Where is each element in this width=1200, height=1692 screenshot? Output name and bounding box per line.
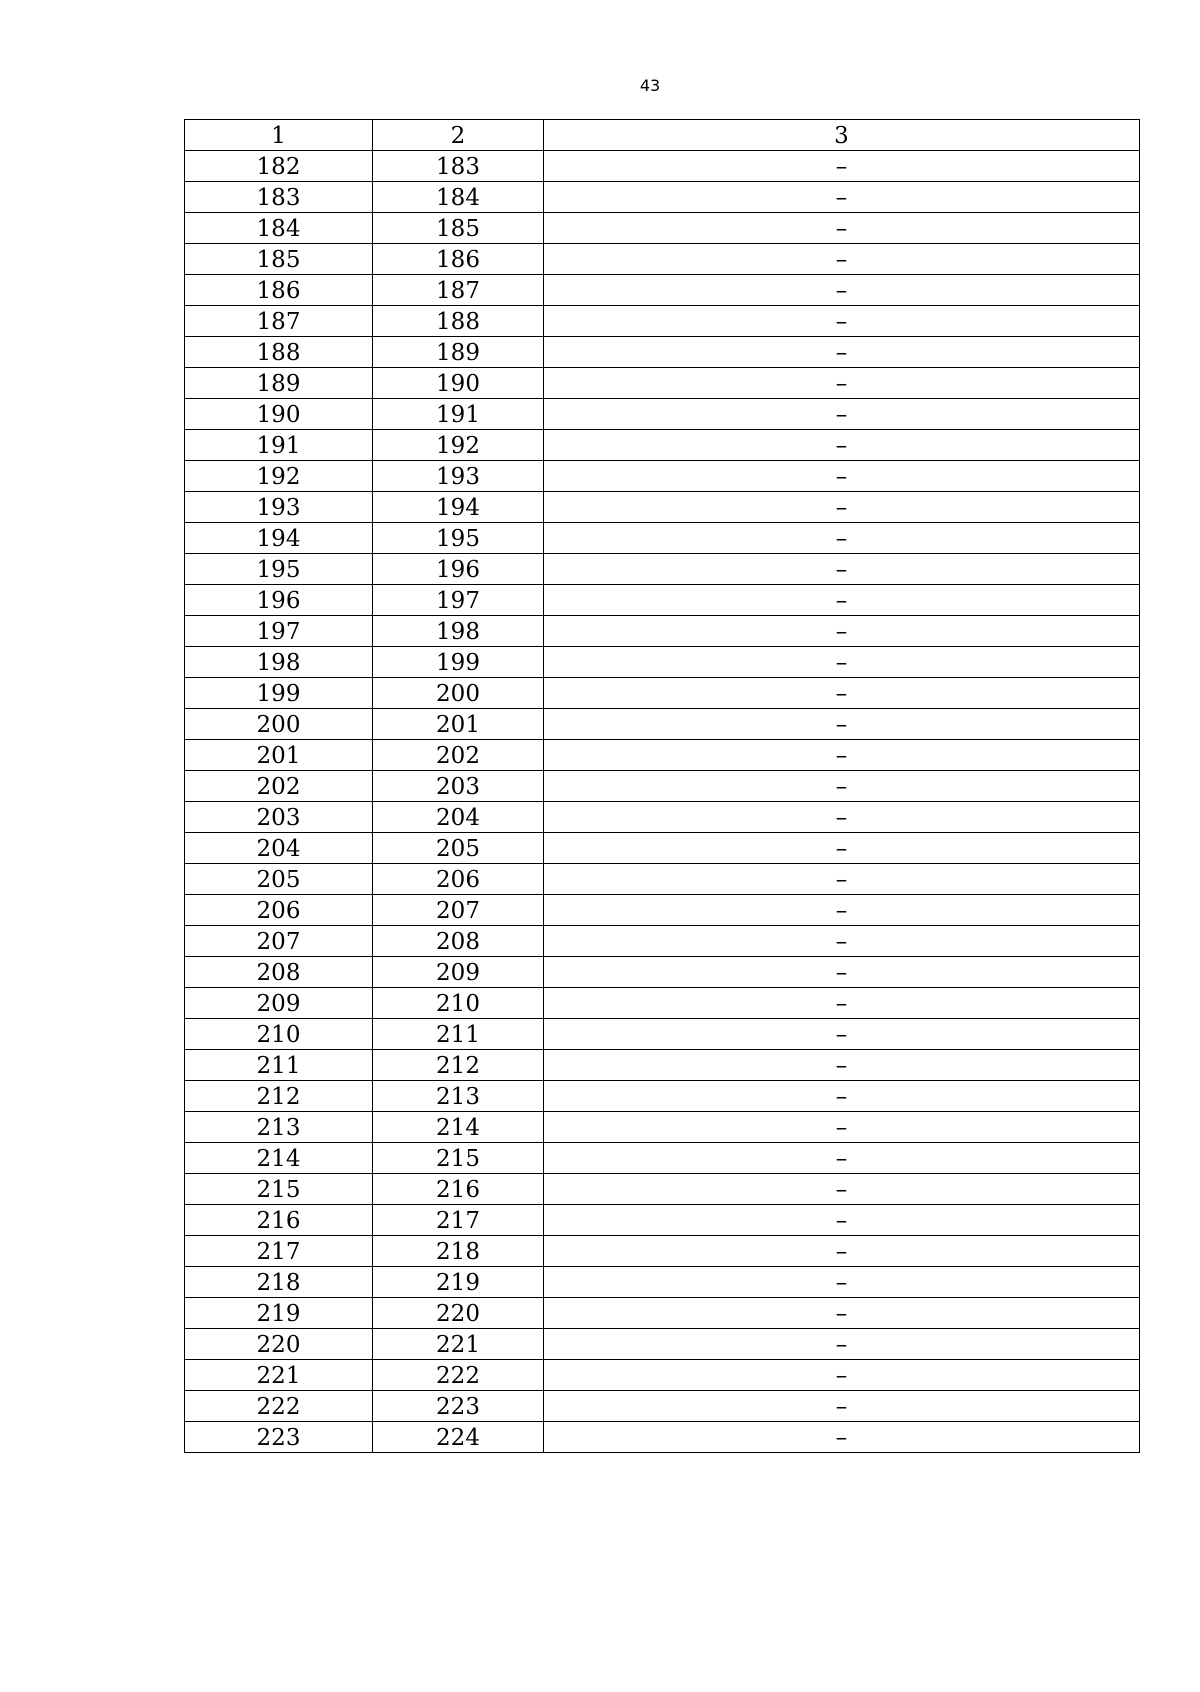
table-row: [185, 740, 1140, 771]
table-row: [185, 1019, 1140, 1050]
table-row: [185, 430, 1140, 461]
table-row: [185, 1422, 1140, 1453]
table-row: [185, 678, 1140, 709]
table-cell-col-2: 219: [373, 1267, 544, 1298]
table-cell-col-2: 220: [373, 1298, 544, 1329]
table-body: [185, 151, 1140, 1453]
table-cell-col-1: 202: [185, 771, 373, 802]
table-cell-col-1: 182: [185, 151, 373, 182]
table-cell-col-2: 201: [373, 709, 544, 740]
table-cell-col-3: –: [544, 1205, 1140, 1236]
table-cell-col-2: 208: [373, 926, 544, 957]
table-cell-col-2: 194: [373, 492, 544, 523]
table-row: [185, 337, 1140, 368]
table-cell-col-1: 193: [185, 492, 373, 523]
table-row: [185, 864, 1140, 895]
table-cell-col-1: 223: [185, 1422, 373, 1453]
table-cell-col-3: –: [544, 492, 1140, 523]
table-row: [185, 492, 1140, 523]
table-cell-col-1: 192: [185, 461, 373, 492]
table-cell-col-2: 213: [373, 1081, 544, 1112]
table-cell-col-2: 189: [373, 337, 544, 368]
table-cell-col-3: –: [544, 399, 1140, 430]
table-cell-col-2: 210: [373, 988, 544, 1019]
table-cell-col-3: –: [544, 678, 1140, 709]
table-cell-col-1: 198: [185, 647, 373, 678]
table-cell-col-3: –: [544, 1422, 1140, 1453]
table-cell-col-3: –: [544, 306, 1140, 337]
table-row: [185, 213, 1140, 244]
table-row: [185, 1329, 1140, 1360]
table-cell-col-1: 220: [185, 1329, 373, 1360]
table-cell-col-1: 186: [185, 275, 373, 306]
table-cell-col-2: 191: [373, 399, 544, 430]
table-cell-col-3: –: [544, 368, 1140, 399]
table-cell-col-3: –: [544, 926, 1140, 957]
table-cell-col-3: –: [544, 709, 1140, 740]
table-row: [185, 554, 1140, 585]
table-row: [185, 709, 1140, 740]
table-row: [185, 1267, 1140, 1298]
table-cell-col-1: 197: [185, 616, 373, 647]
table-cell-col-1: 183: [185, 182, 373, 213]
table-row: [185, 306, 1140, 337]
table-cell-col-1: 203: [185, 802, 373, 833]
table-row: [185, 926, 1140, 957]
table-row: [185, 895, 1140, 926]
table-cell-col-1: 187: [185, 306, 373, 337]
column-header-3: 3: [544, 120, 1140, 151]
table-row: [185, 399, 1140, 430]
table-cell-col-1: 217: [185, 1236, 373, 1267]
table-row: [185, 1112, 1140, 1143]
table-cell-col-3: –: [544, 182, 1140, 213]
table-cell-col-3: –: [544, 151, 1140, 182]
table-cell-col-2: 218: [373, 1236, 544, 1267]
table-cell-col-3: –: [544, 275, 1140, 306]
table-row: [185, 1360, 1140, 1391]
table-cell-col-2: 188: [373, 306, 544, 337]
table-cell-col-1: 206: [185, 895, 373, 926]
table-cell-col-2: 222: [373, 1360, 544, 1391]
table-cell-col-2: 221: [373, 1329, 544, 1360]
table-cell-col-2: 206: [373, 864, 544, 895]
table-cell-col-1: 221: [185, 1360, 373, 1391]
table-cell-col-3: –: [544, 1267, 1140, 1298]
table-cell-col-3: –: [544, 1360, 1140, 1391]
table-cell-col-2: 183: [373, 151, 544, 182]
table-cell-col-2: 185: [373, 213, 544, 244]
table-cell-col-1: 205: [185, 864, 373, 895]
table-cell-col-3: –: [544, 585, 1140, 616]
table-cell-col-2: 186: [373, 244, 544, 275]
table-cell-col-3: –: [544, 802, 1140, 833]
table-cell-col-1: 191: [185, 430, 373, 461]
table-row: [185, 1205, 1140, 1236]
table-cell-col-3: –: [544, 1329, 1140, 1360]
table-cell-col-2: 211: [373, 1019, 544, 1050]
table-cell-col-3: –: [544, 430, 1140, 461]
table-cell-col-1: 211: [185, 1050, 373, 1081]
table-cell-col-2: 195: [373, 523, 544, 554]
table-row: [185, 275, 1140, 306]
table-cell-col-1: 210: [185, 1019, 373, 1050]
table-cell-col-3: –: [544, 1298, 1140, 1329]
table-cell-col-1: 218: [185, 1267, 373, 1298]
table-row: [185, 988, 1140, 1019]
table-row: [185, 1298, 1140, 1329]
table-cell-col-3: –: [544, 740, 1140, 771]
table-cell-col-3: –: [544, 1174, 1140, 1205]
table-cell-col-3: –: [544, 833, 1140, 864]
table-cell-col-1: 215: [185, 1174, 373, 1205]
table-row: [185, 1143, 1140, 1174]
table-cell-col-3: –: [544, 616, 1140, 647]
table-cell-col-1: 219: [185, 1298, 373, 1329]
table-cell-col-1: 209: [185, 988, 373, 1019]
table-cell-col-2: 190: [373, 368, 544, 399]
table-cell-col-1: 185: [185, 244, 373, 275]
table-cell-col-3: –: [544, 771, 1140, 802]
table-row: [185, 585, 1140, 616]
table-cell-col-1: 213: [185, 1112, 373, 1143]
table-cell-col-3: –: [544, 957, 1140, 988]
table-cell-col-3: –: [544, 554, 1140, 585]
table-cell-col-2: 204: [373, 802, 544, 833]
table-cell-col-2: 203: [373, 771, 544, 802]
table-cell-col-2: 224: [373, 1422, 544, 1453]
table-cell-col-2: 199: [373, 647, 544, 678]
table-cell-col-1: 207: [185, 926, 373, 957]
table-cell-col-2: 184: [373, 182, 544, 213]
table-row: [185, 802, 1140, 833]
table-row: [185, 1174, 1140, 1205]
table-cell-col-2: 202: [373, 740, 544, 771]
table-cell-col-2: 192: [373, 430, 544, 461]
table-cell-col-3: –: [544, 1236, 1140, 1267]
table-cell-col-1: 196: [185, 585, 373, 616]
table-cell-col-2: 200: [373, 678, 544, 709]
table-cell-col-2: 212: [373, 1050, 544, 1081]
column-header-2: 2: [373, 120, 544, 151]
table-cell-col-3: –: [544, 895, 1140, 926]
table-cell-col-3: –: [544, 244, 1140, 275]
table-cell-col-1: 212: [185, 1081, 373, 1112]
table-cell-col-3: –: [544, 337, 1140, 368]
table-cell-col-2: 197: [373, 585, 544, 616]
table-cell-col-2: 217: [373, 1205, 544, 1236]
table-row: [185, 523, 1140, 554]
table-cell-col-3: –: [544, 1081, 1140, 1112]
table-row: [185, 244, 1140, 275]
table-row: [185, 647, 1140, 678]
table-cell-col-1: 189: [185, 368, 373, 399]
table-row: [185, 182, 1140, 213]
page-number: 43: [639, 76, 661, 95]
table-row: [185, 957, 1140, 988]
table-cell-col-2: 216: [373, 1174, 544, 1205]
table-cell-col-2: 207: [373, 895, 544, 926]
table-cell-col-1: 200: [185, 709, 373, 740]
table-cell-col-1: 199: [185, 678, 373, 709]
table-cell-col-2: 187: [373, 275, 544, 306]
table-cell-col-2: 193: [373, 461, 544, 492]
data-table: [184, 119, 1140, 1453]
table-row: [185, 1391, 1140, 1422]
table-cell-col-2: 214: [373, 1112, 544, 1143]
table-cell-col-1: 184: [185, 213, 373, 244]
table-cell-col-3: –: [544, 988, 1140, 1019]
table-cell-col-1: 204: [185, 833, 373, 864]
table-cell-col-3: –: [544, 1112, 1140, 1143]
column-header-1: 1: [185, 120, 373, 151]
table-cell-col-2: 205: [373, 833, 544, 864]
table-cell-col-1: 195: [185, 554, 373, 585]
table-cell-col-1: 190: [185, 399, 373, 430]
table-cell-col-1: 216: [185, 1205, 373, 1236]
table-cell-col-3: –: [544, 864, 1140, 895]
table-cell-col-3: –: [544, 1050, 1140, 1081]
table-cell-col-3: –: [544, 647, 1140, 678]
table-row: [185, 1081, 1140, 1112]
table-cell-col-1: 201: [185, 740, 373, 771]
table-row: [185, 1050, 1140, 1081]
table-row: [185, 833, 1140, 864]
table-row: [185, 1236, 1140, 1267]
table-cell-col-1: 208: [185, 957, 373, 988]
table-row: [185, 368, 1140, 399]
table-cell-col-2: 196: [373, 554, 544, 585]
table-row: [185, 616, 1140, 647]
table-cell-col-2: 209: [373, 957, 544, 988]
table-cell-col-3: –: [544, 1143, 1140, 1174]
table-cell-col-1: 222: [185, 1391, 373, 1422]
table-cell-col-2: 215: [373, 1143, 544, 1174]
table-row: [185, 771, 1140, 802]
table-cell-col-3: –: [544, 1391, 1140, 1422]
table-cell-col-3: –: [544, 213, 1140, 244]
table-row: [185, 461, 1140, 492]
table-cell-col-1: 194: [185, 523, 373, 554]
table-cell-col-3: –: [544, 523, 1140, 554]
table-row: [185, 151, 1140, 182]
table-cell-col-2: 198: [373, 616, 544, 647]
table-header-row: [185, 120, 1140, 151]
table-cell-col-3: –: [544, 1019, 1140, 1050]
table-cell-col-2: 223: [373, 1391, 544, 1422]
table-cell-col-1: 188: [185, 337, 373, 368]
table-cell-col-3: –: [544, 461, 1140, 492]
table-cell-col-1: 214: [185, 1143, 373, 1174]
